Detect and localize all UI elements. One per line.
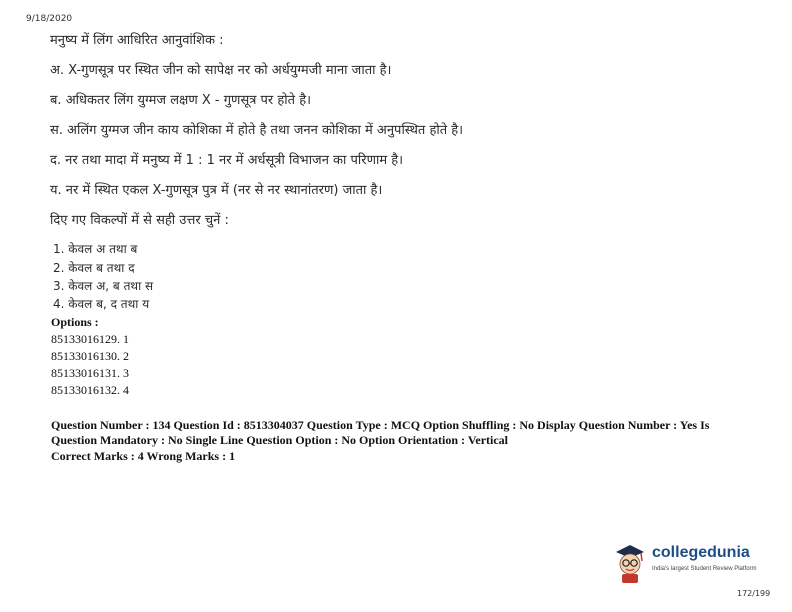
collegedunia-logo — [612, 542, 762, 587]
print-date: 9/18/2020 — [26, 14, 73, 24]
option-id-2: 85133016130. 2 — [51, 349, 129, 363]
choice-2: 2. केवल ब तथा द — [53, 261, 135, 275]
option-id-4: 85133016132. 4 — [51, 383, 129, 397]
mascot-icon — [612, 542, 648, 584]
statement-b: ब. अधिकतर लिंग युग्मज लक्षण X - गुणसूत्र पर होते है। — [50, 93, 312, 108]
brand-tagline: India's largest Student Review Platform — [652, 566, 757, 572]
option-id-3: 85133016131. 3 — [51, 366, 129, 380]
question-instruction: दिए गए विकल्पों में से सही उत्तर चुनें : — [50, 213, 229, 228]
choice-1: 1. केवल अ तथा ब — [53, 242, 138, 256]
statement-d: द. नर तथा मादा में मनुष्य में 1 : 1 नर में अर्धसूत्री विभाजन का परिणाम है। — [50, 153, 404, 168]
statement-c: स. अलिंग युग्मज जीन काय कोशिका में होते है तथा जनन कोशिका में अनुपस्थित होते है। — [50, 123, 464, 138]
statement-e: य. नर में स्थित एकल X-गुणसूत्र पुत्र में (नर से नर स्थानांतरण) जाता है। — [50, 183, 383, 198]
page-number: 172/199 — [737, 589, 771, 598]
statement-a: अ. X-गुणसूत्र पर स्थित जीन को सापेक्ष नर को अर्धयुग्मजी माना जाता है। — [50, 63, 392, 78]
question-meta-line-1: Question Number : 134 Question Id : 8513304037 Question Type : MCQ Option Shuffling : No Display Question Number : Yes Is — [51, 418, 710, 432]
choice-3: 3. केवल अ, ब तथा स — [53, 279, 154, 293]
choice-4: 4. केवल ब, द तथा य — [53, 297, 150, 311]
options-label: Options : — [51, 315, 99, 329]
question-meta-line-2: Question Mandatory : No Single Line Question Option : No Option Orientation : Vertical — [51, 433, 509, 447]
option-id-1: 85133016129. 1 — [51, 332, 129, 346]
question-meta-line-3: Correct Marks : 4 Wrong Marks : 1 — [51, 449, 236, 463]
question-heading: मनुष्य में लिंग आधिरित आनुवांशिक : — [50, 33, 224, 48]
brand-name: collegedunia — [652, 544, 750, 561]
